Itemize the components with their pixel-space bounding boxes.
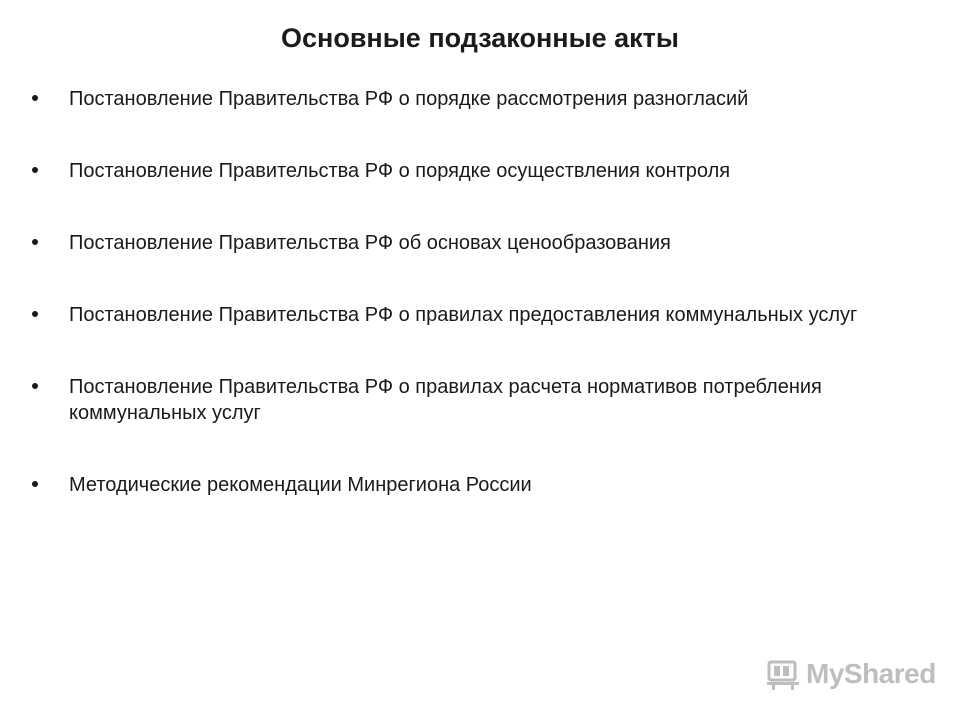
myshared-logo-icon (766, 656, 802, 692)
bullet-icon (32, 167, 38, 173)
bullet-icon (32, 383, 38, 389)
bullet-icon (32, 95, 38, 101)
list-item-text: Постановление Правительства РФ о порядке осуществления контроля (69, 160, 731, 182)
list-item-text: Постановление Правительства РФ о правилах расчета нормативов потребления коммунальных услуг (69, 376, 822, 424)
bullet-icon (32, 239, 38, 245)
list-item (32, 230, 912, 256)
list-item (32, 158, 912, 184)
list-item (32, 472, 912, 498)
list-item-text: Постановление Правительства РФ об основах ценообразования (69, 232, 671, 254)
list-item-text: Методические рекомендации Минрегиона России (69, 474, 532, 496)
slide-title: Основные подзаконные акты (281, 23, 679, 53)
bullet-list (32, 86, 912, 498)
bullet-icon (32, 481, 38, 487)
list-item (32, 86, 912, 112)
bullet-icon (32, 311, 38, 317)
watermark (766, 654, 936, 694)
list-item (32, 374, 912, 426)
watermark-text: MyShared (806, 658, 936, 689)
list-item (32, 302, 912, 328)
list-item-text: Постановление Правительства РФ о порядке рассмотрения разногласий (69, 88, 749, 110)
list-item-text: Постановление Правительства РФ о правилах предоставления коммунальных услуг (69, 304, 858, 326)
